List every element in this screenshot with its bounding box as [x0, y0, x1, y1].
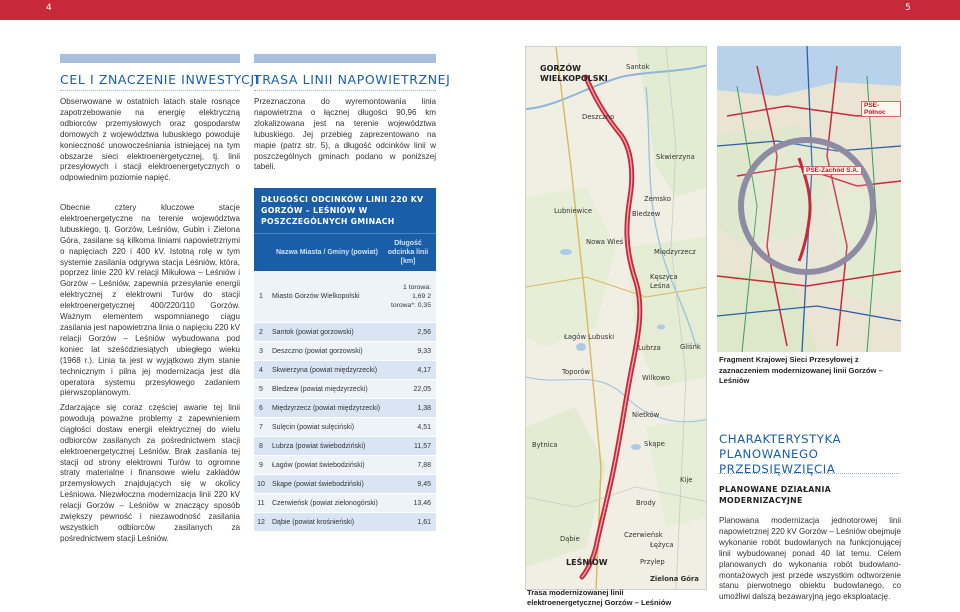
town-nowa-wies: Nowa Wieś: [586, 238, 624, 246]
table-header: [254, 233, 436, 271]
column-header-length: Długość odcinka linii [km]: [387, 240, 429, 265]
section-heading: CHARAKTERYSTYKA PLANOWANEGO PRZEDSIĘWZIĘCIA: [719, 432, 842, 476]
table-body: [254, 271, 436, 532]
town-skape: Skąpe: [644, 440, 665, 448]
row-municipality: Santok (powiat gorzowski): [272, 328, 354, 336]
column-header-name: Nazwa Miasta / Gminy (powiat): [276, 249, 378, 256]
town-bytnica: Bytnica: [532, 441, 558, 449]
grid-fragment-graphic: [717, 46, 901, 352]
row-municipality: Skwierzyna (powiat międzyrzecki): [272, 366, 378, 374]
map-caption: Trasa modernizowanej linii elektroenergetycznej Gorzów – Leśniów: [527, 588, 672, 607]
town-nietkow: Nietków: [632, 411, 660, 419]
paragraph: Obecnie cztery kluczowe stacje elektroenergetyczne na terenie województwa lubuskiego, tj. Gorzów, Leśniów, Gubin i Zielona Góra, zasilane są kilkoma liniami napowietrznymi o napięciach 220 i 400 kV. Istotną rolę w tym systemie zasilania odgrywa stacja Leśniów, która, poprzez linie 220 kV relacji Mikułowa – Leśniów i Gorzów – Leśniów, zapewnia przesyłanie energii elektrycznej z elektrowni Turów do stacji elektroenergetycznej 400/220/110 Gorzów. Ważnym elementem wspomnianego ciągu zasilania jest napowietrzna linia o napięciu 220 kV relacji Gorzów – Leśniów wybudowana pod koniec lat sześćdziesiątych ubiegłego wieku (1968 r.). Linia ta jest w wyjątkowo złym stanie technicznym i pilna jej modernizacja jest dla operatora systemu przesyłowego zadaniem pierwszoplanowym.: [60, 203, 240, 398]
page-number-right: 5: [905, 3, 911, 13]
route-map: [525, 46, 707, 590]
table-row: [254, 342, 436, 361]
town-kije: Kije: [680, 476, 693, 484]
row-number: 7: [259, 423, 263, 431]
row-length: 4,51: [417, 423, 431, 431]
row-municipality: Skąpe (powiat świebodziński): [272, 480, 364, 488]
town-zemsko: Zemsko: [644, 195, 671, 203]
town-bledzew: Bledzew: [632, 210, 661, 218]
town-glinsk: Gliśnk: [680, 343, 701, 351]
table-row: [254, 437, 436, 456]
row-municipality: Miasto Gorzów Wielkopolski: [272, 293, 360, 300]
pse-west-label: PSE-Zachód S.A.: [803, 166, 862, 175]
top-bar: [0, 0, 960, 20]
table-row: [254, 475, 436, 494]
table-row: [254, 323, 436, 342]
row-number: 4: [259, 366, 263, 374]
row-length: 2,56: [417, 328, 431, 336]
town-keszyca: Kęszyca Leśna: [650, 273, 678, 290]
row-length: 22,05: [413, 385, 431, 393]
town-czerwiensk: Czerwieńsk: [624, 531, 663, 539]
table-row: [254, 399, 436, 418]
row-number: 12: [257, 518, 265, 526]
town-gorzow: GORZÓW WIELKOPOLSKI: [540, 64, 608, 83]
row-municipality: Deszczno (powiat gorzowski): [272, 347, 363, 355]
row-municipality: Międzyrzecz (powiat międzyrzecki): [272, 404, 381, 412]
pse-north-label: PSE-Północ: [861, 101, 901, 117]
town-dabie: Dąbie: [560, 535, 580, 543]
section-strip: [60, 54, 240, 63]
table-row: [254, 271, 436, 323]
divider: [60, 90, 240, 91]
town-santok: Santok: [626, 63, 650, 71]
row-number: 9: [259, 461, 263, 469]
table-row: [254, 494, 436, 513]
paragraph: Obserwowane w ostatnich latach stale rosnące zapotrzebowanie na energię elektryczną odbiorców przemysłowych oraz gospodarstw domowych z województwa lubuskiego powoduje konieczność unowocześniania istniejącej na tym obszarze sieci elektroenergetycznej, tj. linii przesyłowych i stacji elektroenergetycznych o odpowiednim poziomie napięć.: [60, 97, 240, 183]
paragraph: Przeznaczona do wyremontowania linia napowietrzna o łącznej długości 90,96 km zlokalizowana jest na terenie województwa lubuskiego. Jej przebieg zaprezentowano na mapie (patrz str. 5), a długość odcinków linii w poszczególnych gminach podano w poniższej tabeli.: [254, 97, 436, 172]
subheading: PLANOWANE DZIAŁANIA MODERNIZACYJNE: [719, 485, 831, 505]
row-length: 1,61: [417, 518, 431, 526]
segments-table: [254, 188, 436, 532]
town-przylep: Przylep: [640, 558, 665, 566]
row-number: 1: [259, 293, 263, 300]
row-municipality: Lubrza (powiat świebodziński): [272, 442, 366, 450]
row-length: 9,45: [417, 480, 431, 488]
table-row: [254, 513, 436, 532]
town-lubrza: Lubrza: [638, 344, 661, 352]
page-number-left: 4: [46, 3, 52, 13]
town-lagow: Łagów Lubuski: [564, 333, 615, 341]
divider: [719, 473, 899, 474]
row-length: 11,57: [414, 442, 431, 450]
town-lubniewice: Lubniewice: [554, 207, 593, 215]
town-skwierzyna: Skwierzyna: [656, 153, 695, 161]
row-length: 7,88: [417, 461, 431, 469]
row-municipality: Bledzew (powiat międzyrzecki): [272, 385, 368, 393]
town-lezyca: Łężyca: [650, 541, 674, 549]
row-number: 8: [259, 442, 263, 450]
row-municipality: Sulęcin (powiat sulęciński): [272, 423, 355, 431]
row-length: 13,46: [413, 499, 431, 507]
grid-fragment-map: [717, 46, 901, 352]
table-row: [254, 361, 436, 380]
row-length: 4,17: [417, 366, 431, 374]
row-number: 5: [259, 385, 263, 393]
town-zielona-gora: Zielona Góra: [650, 575, 699, 583]
section-title: TRASA LINII NAPOWIETRZNEJ: [254, 72, 451, 87]
row-number: 10: [257, 480, 265, 488]
town-wilkowo: Wilkowo: [642, 374, 670, 382]
row-municipality: Dąbie (powiat krośnieński): [272, 518, 355, 526]
town-lesniow: LEŚNIÓW: [566, 558, 608, 567]
paragraph: Planowana modernizacja jednotorowej linii napowietrznej 220 kV Gorzów – Leśniów obejmuje wykonanie robót budowlanych na funkcjonującej linii wybudowanej ponad 40 lat temu. Celem planowanych do wykonania robót budowlano-montażowych jest przede wszystkim odtworzenie stanu pierwotnego obiektu budowlanego, co umożliwi dalszą bezawaryjną jego eksploatację.: [719, 516, 901, 602]
section-strip: [254, 54, 436, 63]
row-length: 9,33: [417, 347, 431, 355]
town-brody: Brody: [636, 499, 656, 507]
row-number: 3: [259, 347, 263, 355]
row-municipality: Czerwieńsk (powiat zielonogórski): [272, 499, 378, 507]
table-row: [254, 456, 436, 475]
row-length: 1 torowa: 1,69 2 torowa*: 0,35: [390, 284, 431, 309]
table-title: DŁUGOŚCI ODCINKÓW LINII 220 KV GORZÓW – LEŚNIÓW W POSZCZEGÓLNYCH GMINACH: [254, 188, 436, 233]
row-number: 6: [259, 404, 263, 412]
town-toporow: Toporów: [562, 368, 590, 376]
paragraph: Zdarzające się coraz częściej awarie tej linii powodują poważne problemy z zapewnieniem ciągłości dostaw energii elektrycznej do wielu odbiorców zasilanych za pośrednictwem stacji elektroenergetycznej Leśniów. Brak zasilania tej stacji od strony elektrowni Turów to ogromne straty materialne i finansowe wielu zakładów przemysłowych znajdujących się w okolicy Leśniowa. Niezwłoczna modernizacja linii 220 kV relacji Gorzów – Leśniów w znaczący sposób zwiększy pewność i niezawodność zasilania wszystkich odbiorców zasilanych za pośrednictwem stacji Leśniów.: [60, 403, 240, 543]
section-title: CEL I ZNACZENIE INWESTYCJI: [60, 72, 260, 87]
divider: [254, 90, 436, 91]
town-deszczno: Deszczno: [582, 113, 615, 121]
table-row: [254, 418, 436, 437]
row-length: 1,38: [417, 404, 431, 412]
row-number: 2: [259, 328, 263, 336]
table-row: [254, 380, 436, 399]
row-number: 11: [257, 499, 265, 507]
fragment-caption: Fragment Krajowej Sieci Przesyłowej z zaznaczeniem modernizowanej linii Gorzów – Leśniów: [719, 355, 883, 385]
map-graphic: [526, 47, 707, 590]
town-miedzyrzecz: Międzyrzecz: [654, 248, 696, 256]
row-municipality: Łagów (powiat świebodziński): [272, 461, 365, 469]
